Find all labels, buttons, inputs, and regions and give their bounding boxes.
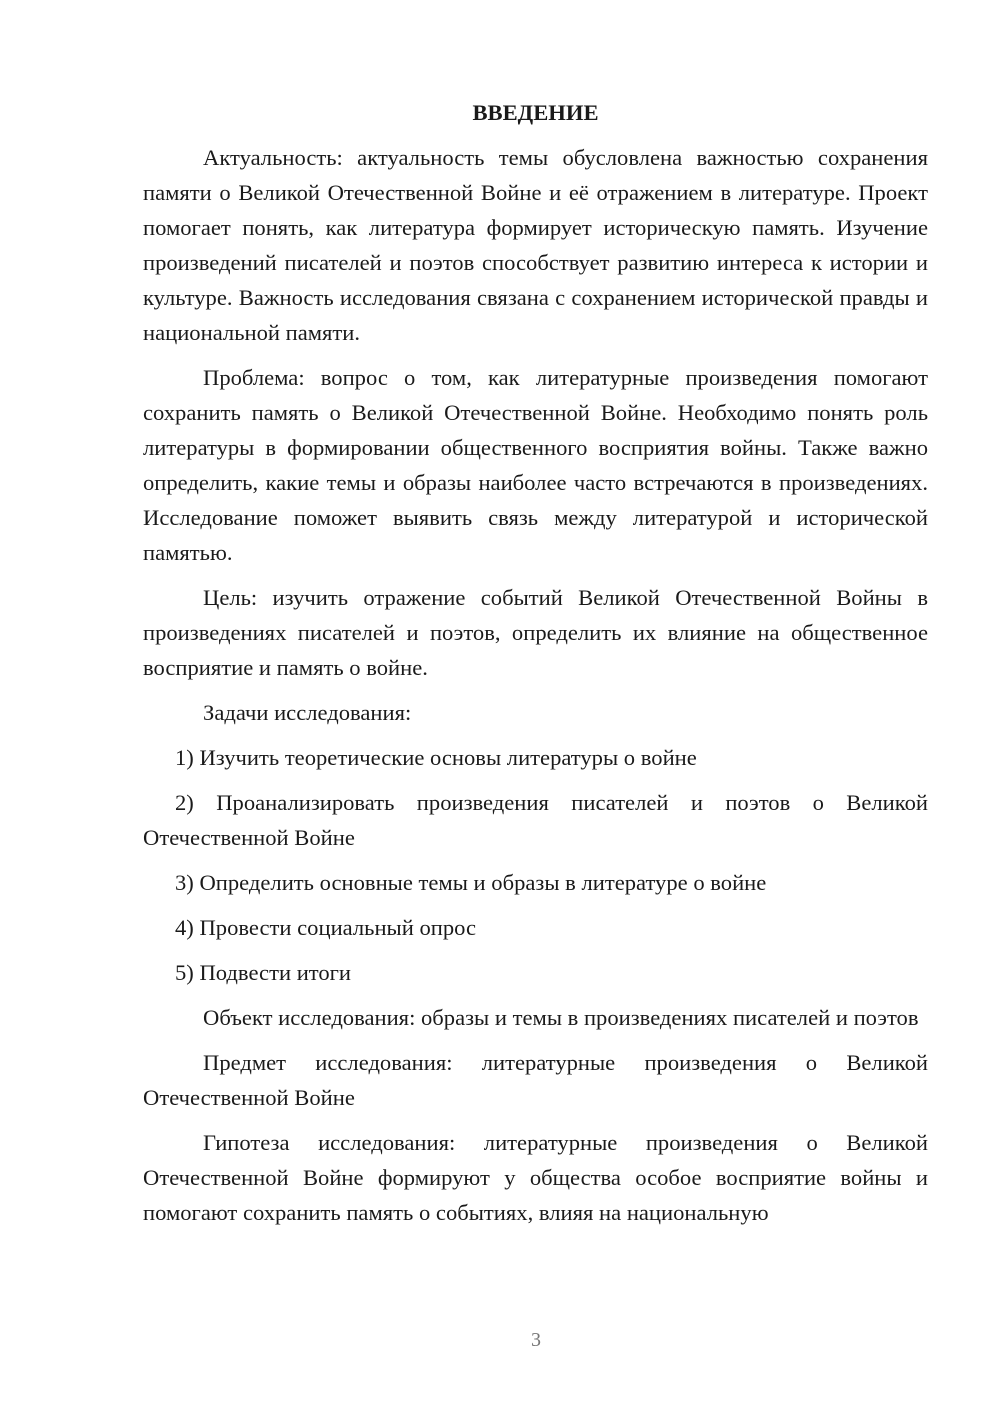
page-title: ВВЕДЕНИЕ [472,100,599,125]
list-item: 1) Изучить теоретические основы литературы о войне [175,745,697,770]
tasks-list [143,740,928,990]
list-item: 4) Провести социальный опрос [175,915,477,940]
page-number: 3 [531,1329,541,1351]
paragraph-hypothesis: Гипотеза исследования: литературные произведения о Великой Отечественной Войне формируют у общества особое восприятие войны и помогают сохранить память о событиях, влияя на национальную [143,1130,928,1225]
paragraph-relevance: Актуальность: актуальность темы обусловлена важностью сохранения памяти о Великой Отечественной Войне и её отражением в литературе. Проект помогает понять, как литература формирует историческую память. Изучение произведений писателей и поэтов способствует развитию интереса к истории и культуре. Важность исследования связана с сохранением исторической правды и национальной памяти. [143,145,928,345]
paragraph-subject: Предмет исследования: литературные произведения о Великой Отечественной Войне [143,1050,928,1110]
document-page [143,95,928,1240]
paragraph-problem: Проблема: вопрос о том, как литературные произведения помогают сохранить память о Великой Отечественной Войне. Необходимо понять роль литературы в формировании общественного восприятия войны. Также важно определить, какие темы и образы наиболее часто встречаются в произведениях. Исследование поможет выявить связь между литературой и исторической памятью. [143,365,928,565]
list-item: 2) Проанализировать произведения писателей и поэтов о Великой Отечественной Войне [143,790,928,850]
tasks-heading: Задачи исследования: [203,700,412,725]
list-item: 5) Подвести итоги [175,960,352,985]
paragraph-goal: Цель: изучить отражение событий Великой Отечественной Войны в произведениях писателей и поэтов, определить их влияние на общественное восприятие и память о войне. [143,585,928,680]
list-item: 3) Определить основные темы и образы в литературе о войне [175,870,767,895]
paragraph-object: Объект исследования: образы и темы в произведениях писателей и поэтов [203,1005,919,1030]
